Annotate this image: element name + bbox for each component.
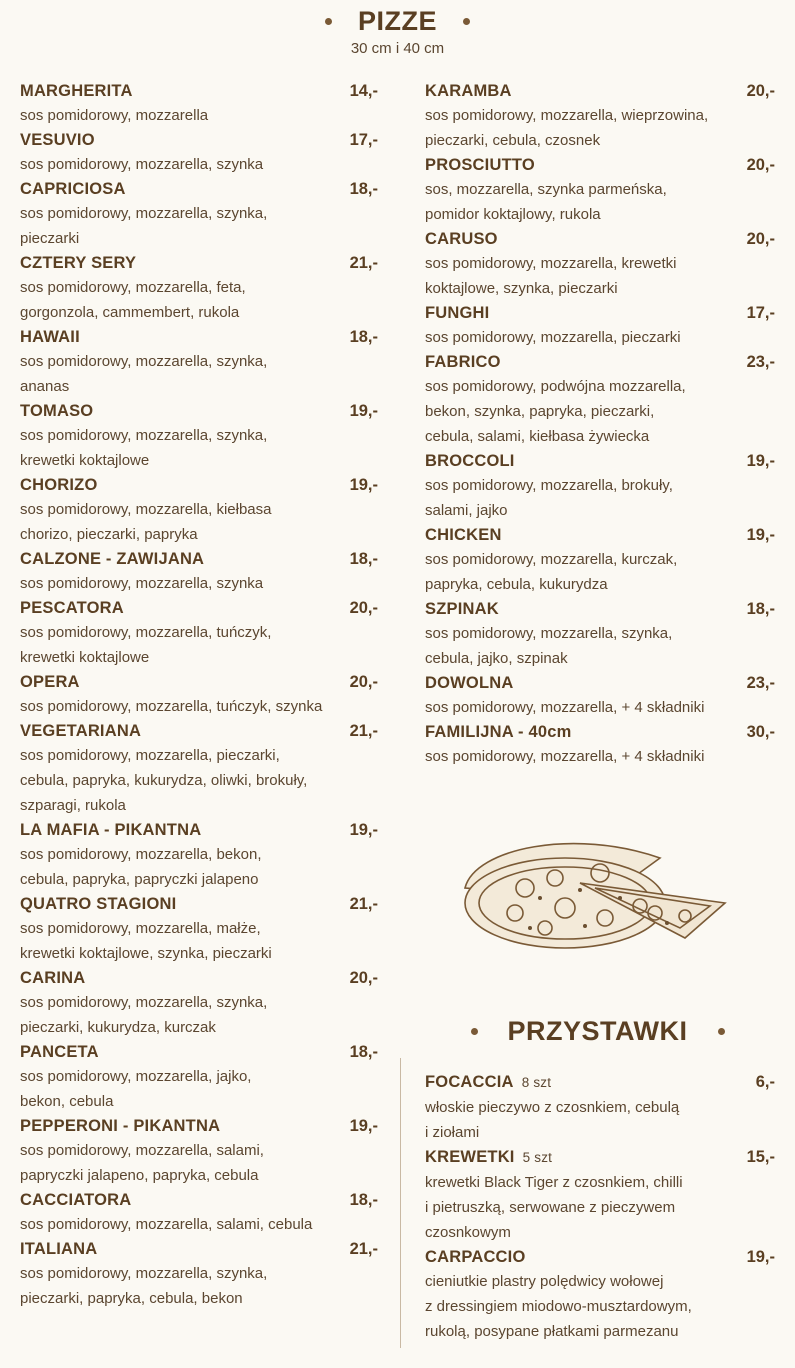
- menu-item-description: [425, 103, 775, 153]
- menu-item-row: [20, 818, 378, 842]
- menu-item: [20, 966, 378, 1040]
- menu-item-description-line: cebula, papryka, kukurydza, oliwki, brokuły,: [20, 772, 308, 789]
- menu-item-description-line: cebula, papryka, papryczki jalapeno: [20, 871, 259, 888]
- menu-item-description-line: sos pomidorowy, mozzarella, brokuły,: [425, 477, 673, 494]
- menu-item-name-text: HAWAII: [20, 328, 80, 346]
- menu-item-description: [425, 621, 775, 671]
- menu-item-description: [20, 1064, 378, 1114]
- menu-item-name: [20, 177, 126, 201]
- pizza-illustration-icon: [455, 828, 740, 958]
- menu-item-description-line: salami, jajko: [425, 502, 508, 519]
- menu-item: [425, 227, 775, 301]
- menu-item-name-text: PROSCIUTTO: [425, 156, 535, 174]
- menu-item-price: 20,-: [349, 969, 378, 987]
- menu-item-row: [20, 719, 378, 743]
- pizze-subtitle: 30 cm i 40 cm: [350, 40, 445, 57]
- menu-item-row: [20, 177, 378, 201]
- menu-item-description-line: sos pomidorowy, mozzarella, szynka,: [20, 427, 268, 444]
- menu-item-name-text: VESUVIO: [20, 131, 95, 149]
- menu-item: [20, 1237, 378, 1311]
- menu-item-name: [425, 449, 515, 473]
- menu-item-description-line: papryczki jalapeno, papryka, cebula: [20, 1167, 259, 1184]
- menu-item-row: [20, 966, 378, 990]
- menu-item-name: [425, 153, 535, 177]
- menu-item-price: 14,-: [349, 82, 378, 100]
- menu-item: [20, 1040, 378, 1114]
- menu-item-description: [20, 620, 378, 670]
- pizze-title: [325, 6, 470, 37]
- menu-item: [425, 350, 775, 449]
- menu-item-name: [20, 128, 95, 152]
- menu-item-description: [20, 1138, 378, 1188]
- menu-item-name: [20, 1040, 99, 1064]
- menu-item-description: [425, 1170, 775, 1245]
- menu-item-description-line: bekon, szynka, papryka, pieczarki,: [425, 403, 655, 420]
- menu-item-description-line: cebula, jajko, szpinak: [425, 650, 568, 667]
- menu-item-name-text: PEPPERONI - PIKANTNA: [20, 1117, 221, 1135]
- menu-item: [425, 301, 775, 350]
- menu-item-description-line: sos pomidorowy, mozzarella, kiełbasa: [20, 501, 272, 518]
- menu-item: [20, 177, 378, 251]
- menu-item-description-line: krewetki koktajlowe: [20, 649, 150, 666]
- menu-item-description-line: pieczarki: [20, 230, 80, 247]
- menu-item-description: [20, 275, 378, 325]
- menu-item: [425, 449, 775, 523]
- menu-item-price: 18,-: [349, 328, 378, 346]
- menu-item: [20, 818, 378, 892]
- menu-item-price: 18,-: [746, 600, 775, 618]
- menu-item-row: [20, 1188, 378, 1212]
- menu-item: [425, 1070, 775, 1145]
- menu-item-description: [20, 103, 378, 128]
- menu-item-row: [425, 597, 775, 621]
- menu-item-description: [20, 1212, 378, 1237]
- menu-item-description-line: szparagi, rukola: [20, 797, 126, 814]
- menu-item-description-line: z dressingiem miodowo-musztardowym,: [425, 1298, 692, 1315]
- menu-item-name: [20, 399, 93, 423]
- menu-item-row: [425, 523, 775, 547]
- menu-item-row: [425, 227, 775, 251]
- menu-item: [425, 1145, 775, 1245]
- menu-item-quantity: 5 szt: [522, 1150, 553, 1165]
- menu-item-name-text: CACCIATORA: [20, 1191, 132, 1209]
- menu-item-price: 18,-: [349, 550, 378, 568]
- menu-item-description-line: pieczarki, papryka, cebula, bekon: [20, 1290, 243, 1307]
- menu-item-name: [20, 325, 80, 349]
- menu-item-row: [20, 399, 378, 423]
- menu-item-row: [20, 547, 378, 571]
- menu-item-row: [425, 720, 775, 744]
- menu-item-price: 23,-: [746, 674, 775, 692]
- menu-item: [20, 399, 378, 473]
- menu-item-name-text: DOWOLNA: [425, 674, 514, 692]
- menu-item-description-line: i ziołami: [425, 1124, 480, 1141]
- menu-item-description-line: sos pomidorowy, mozzarella, szynka,: [20, 353, 268, 370]
- menu-item-description-line: sos pomidorowy, mozzarella, jajko,: [20, 1068, 252, 1085]
- menu-item-description: [425, 1095, 775, 1145]
- menu-item-price: 18,-: [349, 1043, 378, 1061]
- menu-item-name-text: FUNGHI: [425, 304, 490, 322]
- menu-item-price: 21,-: [349, 722, 378, 740]
- menu-item-row: [20, 251, 378, 275]
- menu-item-description-line: sos pomidorowy, mozzarella, szynka,: [20, 994, 268, 1011]
- menu-item-description-line: pieczarki, kukurydza, kurczak: [20, 1019, 216, 1036]
- menu-item: [20, 892, 378, 966]
- menu-item-price: 21,-: [349, 895, 378, 913]
- menu-item-price: 21,-: [349, 1240, 378, 1258]
- menu-item-name: [20, 1237, 97, 1261]
- menu-item-price: 19,-: [349, 402, 378, 420]
- menu-item-price: 18,-: [349, 1191, 378, 1209]
- menu-item-description-line: sos pomidorowy, mozzarella, szynka,: [20, 205, 268, 222]
- menu-item-row: [425, 350, 775, 374]
- menu-item-name-text: KARAMBA: [425, 82, 512, 100]
- menu-item-price: 17,-: [746, 304, 775, 322]
- menu-item-description: [425, 374, 775, 449]
- menu-item-name: [20, 719, 141, 743]
- menu-item-description-line: sos pomidorowy, mozzarella, tuńczyk, szynka: [20, 698, 323, 715]
- menu-item-price: 19,-: [349, 1117, 378, 1135]
- menu-item: [425, 671, 775, 720]
- menu-item-name: [425, 1145, 552, 1170]
- menu-item-row: [425, 1145, 775, 1170]
- menu-item-description: [20, 1261, 378, 1311]
- menu-item-name: [425, 301, 489, 325]
- menu-item-description-line: bekon, cebula: [20, 1093, 114, 1110]
- menu-item-name: [425, 671, 513, 695]
- menu-item-price: 19,-: [746, 1248, 775, 1266]
- pizze-title-text: PIZZE: [357, 6, 437, 36]
- menu-item-description-line: sos pomidorowy, mozzarella, szynka,: [20, 1265, 268, 1282]
- menu-item-row: [20, 1114, 378, 1138]
- menu-item-name-text: FAMILIJNA - 40cm: [425, 723, 572, 741]
- menu-item-description-line: rukolą, posypane płatkami parmezanu: [425, 1323, 679, 1340]
- menu-item-description-line: sos pomidorowy, mozzarella, tuńczyk,: [20, 624, 272, 641]
- menu-item-description: [425, 547, 775, 597]
- menu-item-description-line: pieczarki, cebula, czosnek: [425, 132, 601, 149]
- menu-item-name-text: OPERA: [20, 673, 80, 691]
- menu-item-name-text: CARPACCIO: [425, 1248, 526, 1266]
- menu-item-description-line: i pietruszką, serwowane z pieczywem: [425, 1199, 676, 1216]
- menu-item-name-text: CARINA: [20, 969, 86, 987]
- section-divider: [400, 1058, 401, 1348]
- menu-item-description-line: cebula, salami, kiełbasa żywiecka: [425, 428, 650, 445]
- menu-item-description-line: krewetki koktajlowe: [20, 452, 150, 469]
- menu-item-description-line: sos pomidorowy, mozzarella, kurczak,: [425, 551, 678, 568]
- menu-item-name-text: LA MAFIA - PIKANTNA: [20, 821, 202, 839]
- dot-icon: [718, 1028, 725, 1035]
- menu-item-description: [425, 325, 775, 350]
- menu-item-description: [20, 916, 378, 966]
- menu-item: [20, 473, 378, 547]
- menu-item-price: 15,-: [746, 1148, 775, 1166]
- menu-item-name-text: VEGETARIANA: [20, 722, 142, 740]
- menu-item-description: [425, 744, 775, 769]
- menu-item: [20, 719, 378, 818]
- menu-item-name: [20, 547, 204, 571]
- menu-item-name-text: PANCETA: [20, 1043, 99, 1061]
- menu-item-description-line: pomidor koktajlowy, rukola: [425, 206, 601, 223]
- menu-item-description: [20, 842, 378, 892]
- menu-item-name: [425, 597, 499, 621]
- menu-item-description: [20, 423, 378, 473]
- menu-item-description-line: sos pomidorowy, mozzarella, krewetki: [425, 255, 677, 272]
- menu-item: [20, 128, 378, 177]
- menu-item-name: [425, 1245, 526, 1269]
- menu-item-row: [425, 79, 775, 103]
- menu-item-description: [20, 497, 378, 547]
- menu-item-price: 6,-: [755, 1073, 775, 1091]
- menu-item-row: [425, 153, 775, 177]
- menu-item-name-text: CAPRICIOSA: [20, 180, 126, 198]
- dot-icon: [463, 18, 470, 25]
- menu-item-description-line: sos pomidorowy, mozzarella, bekon,: [20, 846, 262, 863]
- menu-item-name: [20, 1188, 131, 1212]
- menu-item: [20, 325, 378, 399]
- menu-item-price: 20,-: [349, 673, 378, 691]
- menu-item-price: 30,-: [746, 723, 775, 741]
- menu-item-description-line: sos pomidorowy, mozzarella, + 4 składniki: [425, 699, 705, 716]
- pizza-list-left: [20, 79, 378, 1311]
- menu-item-price: 20,-: [349, 599, 378, 617]
- menu-item-row: [20, 128, 378, 152]
- przystawki-list: [425, 1070, 775, 1344]
- dot-icon: [325, 18, 332, 25]
- menu-item-row: [425, 1245, 775, 1269]
- menu-item-name: [425, 523, 502, 547]
- menu-item-price: 20,-: [746, 82, 775, 100]
- menu-item-name-text: TOMASO: [20, 402, 94, 420]
- menu-item-name-text: QUATRO STAGIONI: [20, 895, 177, 913]
- pizza-list-right: [425, 79, 775, 769]
- menu-item-price: 23,-: [746, 353, 775, 371]
- menu-item-description: [20, 694, 378, 719]
- dot-icon: [471, 1028, 478, 1035]
- menu-item-price: 18,-: [349, 180, 378, 198]
- menu-item-row: [20, 596, 378, 620]
- pizze-header: [0, 6, 795, 57]
- menu-item-row: [20, 1237, 378, 1261]
- menu-item-price: 19,-: [746, 452, 775, 470]
- menu-item-name: [20, 79, 133, 103]
- menu-item: [425, 1245, 775, 1344]
- menu-item-description: [20, 349, 378, 399]
- menu-item-price: 20,-: [746, 230, 775, 248]
- menu-item-description: [425, 695, 775, 720]
- menu-item-description-line: sos pomidorowy, mozzarella, szynka: [20, 575, 264, 592]
- menu-item-description-line: sos pomidorowy, mozzarella, feta,: [20, 279, 246, 296]
- przystawki-title-text: PRZYSTAWKI: [507, 1016, 688, 1046]
- menu-item-description-line: sos, mozzarella, szynka parmeńska,: [425, 181, 667, 198]
- menu-item-description-line: krewetki koktajlowe, szynka, pieczarki: [20, 945, 272, 962]
- menu-item-description: [20, 201, 378, 251]
- menu-item-name: [425, 227, 498, 251]
- menu-item-quantity: 8 szt: [521, 1075, 552, 1090]
- menu-item: [425, 79, 775, 153]
- menu-item: [425, 720, 775, 769]
- menu-item-price: 21,-: [349, 254, 378, 272]
- menu-item-description-line: sos pomidorowy, mozzarella, szynka: [20, 156, 264, 173]
- menu-item-name-text: ITALIANA: [20, 1240, 98, 1258]
- menu-item-price: 20,-: [746, 156, 775, 174]
- menu-item: [425, 153, 775, 227]
- menu-item: [425, 523, 775, 597]
- menu-item-description-line: włoskie pieczywo z czosnkiem, cebulą: [425, 1099, 680, 1116]
- menu-item-name-text: CALZONE - ZAWIJANA: [20, 550, 205, 568]
- menu-item-description-line: sos pomidorowy, mozzarella, salami,: [20, 1142, 264, 1159]
- menu-item-row: [20, 473, 378, 497]
- menu-item-row: [20, 892, 378, 916]
- menu-item-price: 19,-: [746, 526, 775, 544]
- menu-item-description-line: ananas: [20, 378, 70, 395]
- menu-item-name-text: CHORIZO: [20, 476, 98, 494]
- menu-item: [20, 1114, 378, 1188]
- menu-item: [20, 79, 378, 128]
- menu-item-name-text: MARGHERITA: [20, 82, 133, 100]
- menu-item-description: [425, 473, 775, 523]
- przystawki-title: [471, 1016, 725, 1047]
- menu-item: [20, 596, 378, 670]
- menu-item-row: [425, 449, 775, 473]
- menu-item: [20, 1188, 378, 1237]
- menu-item-price: 17,-: [349, 131, 378, 149]
- menu-item-description-line: sos pomidorowy, mozzarella, + 4 składniki: [425, 748, 705, 765]
- menu-item-name: [425, 350, 501, 374]
- menu-item-description-line: sos pomidorowy, mozzarella, pieczarki,: [20, 747, 280, 764]
- menu-item-description: [20, 152, 378, 177]
- menu-item-row: [425, 301, 775, 325]
- menu-item-description-line: papryka, cebula, kukurydza: [425, 576, 608, 593]
- menu-item-description-line: sos pomidorowy, mozzarella, szynka,: [425, 625, 673, 642]
- menu-item-price: 19,-: [349, 821, 378, 839]
- menu-item-name-text: CHICKEN: [425, 526, 502, 544]
- menu-item-name-text: FABRICO: [425, 353, 501, 371]
- menu-item-name: [20, 818, 201, 842]
- menu-item-name-text: BROCCOLI: [425, 452, 515, 470]
- menu-item-description-line: sos pomidorowy, mozzarella, małże,: [20, 920, 261, 937]
- menu-item-name: [20, 473, 97, 497]
- menu-item-row: [20, 1040, 378, 1064]
- menu-item-name: [425, 720, 572, 744]
- menu-item-name-text: SZPINAK: [425, 600, 499, 618]
- menu-item-description-line: koktajlowe, szynka, pieczarki: [425, 280, 618, 297]
- menu-item-description: [425, 177, 775, 227]
- menu-item-row: [425, 671, 775, 695]
- menu-item-row: [20, 79, 378, 103]
- menu-item-name-text: KREWETKI: [425, 1148, 515, 1166]
- menu-item-name-text: CZTERY SERY: [20, 254, 137, 272]
- menu-item-row: [20, 325, 378, 349]
- menu-item-description-line: sos pomidorowy, mozzarella, pieczarki: [425, 329, 681, 346]
- menu-item: [20, 547, 378, 596]
- menu-item-name: [20, 966, 85, 990]
- menu-item-description-line: krewetki Black Tiger z czosnkiem, chilli: [425, 1174, 683, 1191]
- menu-item-description: [425, 251, 775, 301]
- menu-item-description-line: sos pomidorowy, podwójna mozzarella,: [425, 378, 686, 395]
- menu-item-name-text: PESCATORA: [20, 599, 124, 617]
- menu-item-name: [20, 670, 80, 694]
- menu-item-description-line: cieniutkie plastry polędwicy wołowej: [425, 1273, 664, 1290]
- menu-item-description: [20, 743, 378, 818]
- menu-item-description-line: czosnkowym: [425, 1224, 511, 1241]
- menu-item-name: [425, 79, 512, 103]
- menu-item-description-line: sos pomidorowy, mozzarella, salami, cebula: [20, 1216, 313, 1233]
- menu-item-name: [20, 596, 124, 620]
- menu-item-description-line: sos pomidorowy, mozzarella, wieprzowina,: [425, 107, 709, 124]
- menu-item: [20, 670, 378, 719]
- menu-item-description: [20, 571, 378, 596]
- menu-item-row: [425, 1070, 775, 1095]
- menu-item-name: [20, 892, 176, 916]
- menu-item-name: [425, 1070, 551, 1095]
- menu-item-name-text: FOCACCIA: [425, 1073, 514, 1091]
- menu-item-price: 19,-: [349, 476, 378, 494]
- menu-item-name: [20, 1114, 220, 1138]
- menu-item: [425, 597, 775, 671]
- menu-item-name-text: CARUSO: [425, 230, 498, 248]
- przystawki-header: [400, 1016, 795, 1047]
- menu-item-description-line: sos pomidorowy, mozzarella: [20, 107, 209, 124]
- menu-item-description-line: gorgonzola, cammembert, rukola: [20, 304, 240, 321]
- menu-item-row: [20, 670, 378, 694]
- menu-item-name: [20, 251, 136, 275]
- menu-item-description-line: chorizo, pieczarki, papryka: [20, 526, 198, 543]
- menu-item: [20, 251, 378, 325]
- menu-item-description: [425, 1269, 775, 1344]
- menu-item-description: [20, 990, 378, 1040]
